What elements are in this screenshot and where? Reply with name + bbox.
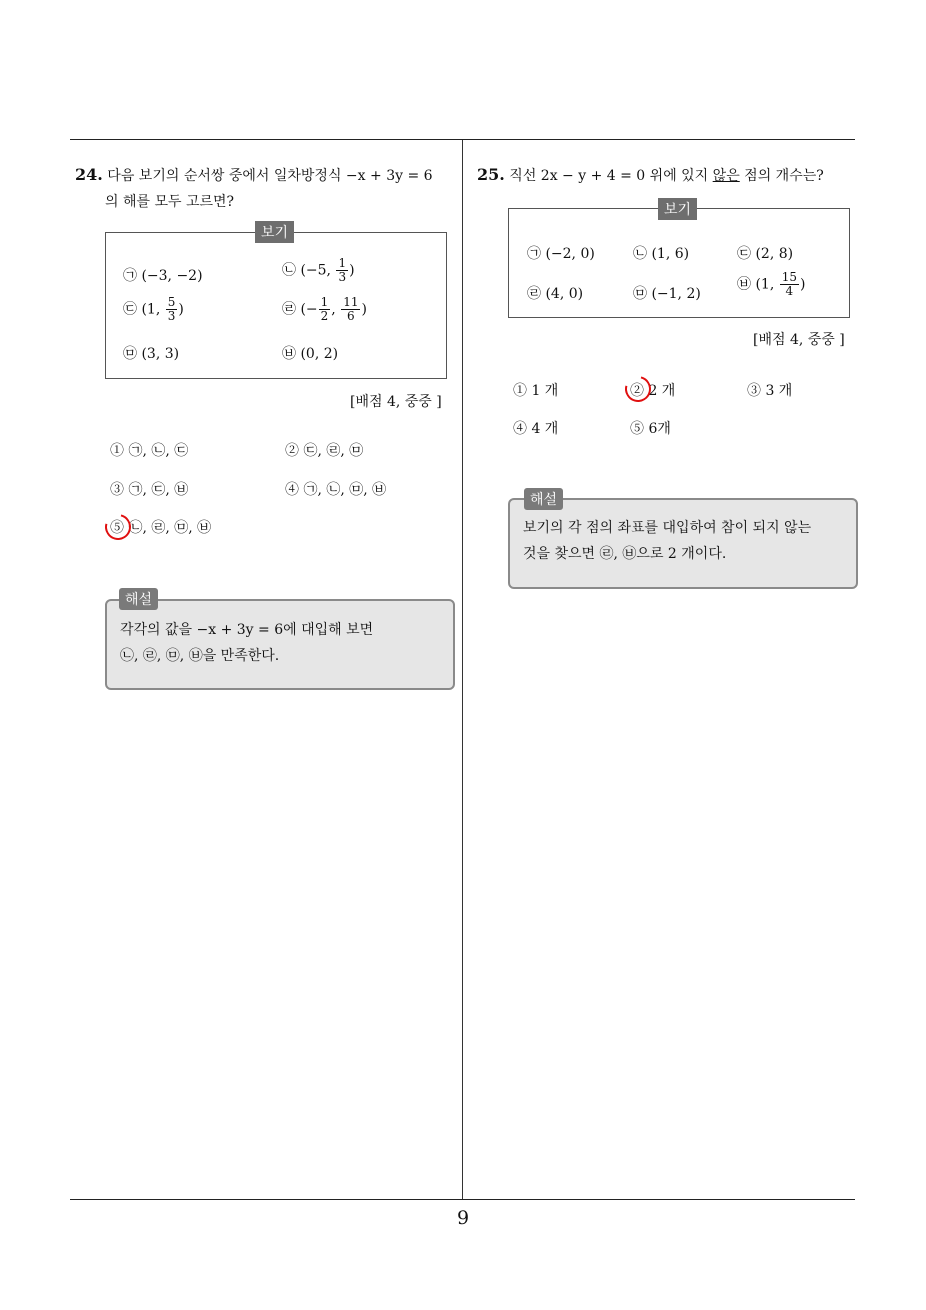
fraction: $\frac{5}{3}$	[167, 295, 176, 323]
q25-item-e: ㉤ (−1, 2)	[633, 286, 701, 302]
q25-item-b: ㉡ (1, 6)	[633, 246, 690, 262]
q25-choice-2[interactable]: ② 2 개	[630, 383, 676, 399]
q24-choice-5[interactable]: ⑤ ㉡, ㉣, ㉤, ㉥	[110, 520, 212, 536]
fraction: $\frac{1}{2}$	[320, 295, 329, 323]
q25-text-underlined: 않은	[712, 168, 740, 184]
q24-stem	[75, 165, 433, 185]
answer-mark-circle	[100, 509, 136, 545]
bottom-rule	[70, 1199, 855, 1200]
q25-item-c: ㉢ (2, 8)	[737, 246, 794, 262]
q24-item-c: ㉢ (1, $\frac{5}{3}$ )	[123, 295, 184, 323]
q24-item-f: ㉥ (0, 2)	[282, 346, 339, 362]
q25-choice-1[interactable]: ① 1 개	[513, 383, 559, 399]
fraction: $\frac{15}{4}$	[781, 270, 798, 298]
q24-item-d: ㉣ (− $\frac{1}{2}$ , $\frac{11}{6}$ )	[282, 295, 367, 323]
q24-choice-2[interactable]: ② ㉢, ㉣, ㉤	[285, 443, 364, 459]
q25-item-d: ㉣ (4, 0)	[527, 286, 584, 302]
q25-choice-5[interactable]: ⑤ 6개	[630, 421, 671, 437]
q25-item-f: ㉥ (1, $\frac{15}{4}$ )	[737, 270, 806, 298]
q24-solution-line2: ㉡, ㉣, ㉤, ㉥을 만족한다.	[120, 648, 280, 664]
q24-text-line1: 다음 보기의 순서쌍 중에서 일차방정식 −x + 3y = 6	[107, 168, 433, 184]
q25-solution-line1: 보기의 각 점의 좌표를 대입하여 참이 되지 않는	[523, 520, 812, 536]
page-number: 9	[456, 1207, 470, 1229]
fraction: $\frac{1}{3}$	[338, 256, 347, 284]
q24-choice-1[interactable]: ① ㉠, ㉡, ㉢	[110, 443, 189, 459]
q24-bogi-label: 보기	[255, 221, 294, 243]
q25-number: 25.	[477, 165, 505, 184]
q24-reference: [배점 4, 중중 ]	[350, 394, 442, 410]
q25-bogi-label: 보기	[658, 198, 697, 220]
q24-solution-line1: 각각의 값을 −x + 3y = 6에 대입해 보면	[120, 622, 374, 638]
q25-reference: [배점 4, 중중 ]	[753, 332, 845, 348]
q25-choice-4[interactable]: ④ 4 개	[513, 421, 559, 437]
q24-item-a: ㉠ (−3, −2)	[123, 268, 203, 284]
answer-mark-circle	[620, 371, 656, 407]
q25-text-post: 점의 개수는?	[739, 168, 824, 184]
q24-number: 24.	[75, 165, 103, 184]
q24-item-e: ㉤ (3, 3)	[123, 346, 180, 362]
q24-choice-3[interactable]: ③ ㉠, ㉢, ㉥	[110, 482, 189, 498]
fraction: $\frac{11}{6}$	[343, 295, 359, 323]
q24-solution-tag: 해설	[119, 588, 158, 610]
column-divider	[462, 140, 463, 1200]
q24-item-b: ㉡ (−5, $\frac{1}{3}$ )	[282, 256, 355, 284]
q25-text-pre: 직선 2x − y + 4 = 0 위에 있지	[509, 168, 713, 184]
q25-item-a: ㉠ (−2, 0)	[527, 246, 595, 262]
q24-choice-4[interactable]: ④ ㉠, ㉡, ㉤, ㉥	[285, 482, 387, 498]
q25-solution-tag: 해설	[524, 488, 563, 510]
q25-choice-3[interactable]: ③ 3 개	[747, 383, 793, 399]
q25-stem	[477, 165, 824, 185]
q24-text-line2: 의 해를 모두 고르면?	[105, 194, 235, 210]
q25-solution-line2: 것을 찾으면 ㉣, ㉥으로 2 개이다.	[523, 546, 727, 562]
